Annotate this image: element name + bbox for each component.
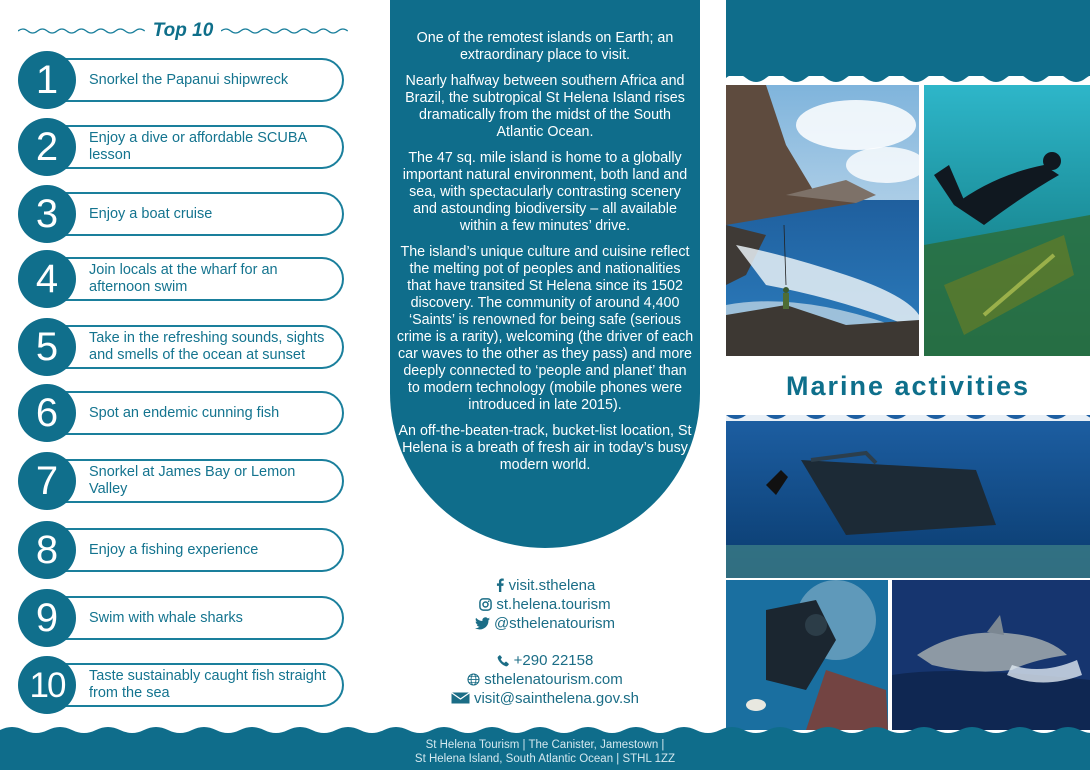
diver-fish-image <box>726 580 888 730</box>
twitter-icon <box>475 617 490 630</box>
top10-item-9 <box>18 589 344 647</box>
top10-item-3 <box>18 185 344 243</box>
footer <box>0 724 1090 770</box>
top10-item-5 <box>18 318 344 376</box>
diver-fish-photo <box>726 580 888 730</box>
item-number: 7 <box>18 452 76 510</box>
shipwreck-image <box>726 415 1090 578</box>
item-text: Enjoy a boat cruise <box>89 205 213 222</box>
about-paragraph-1: One of the remotest islands on Earth; an extraordinary place to visit. <box>416 30 674 63</box>
top10-item-7 <box>18 452 344 510</box>
instagram-icon <box>479 598 492 611</box>
item-number: 1 <box>18 51 76 109</box>
item-text: Taste sustainably caught fish straight from the sea <box>89 668 326 701</box>
phone-link[interactable] <box>390 651 700 669</box>
top10-panel <box>0 0 360 730</box>
top10-item-1 <box>18 51 344 109</box>
about-paragraph-4: The island’s unique culture and cuisine reflect the melting pot of peoples and nationalities that have transited St Helena since its 1502 discovery. The community of around 4,400 ‘Saints’ is renowned for being safe (serious crime is a rarity), welcoming (the driver of each car waves to the other as they pass) and more deeply connected to ‘people and planet’ than to modern technology (mobile phones were introduced in late 2015). <box>396 244 694 413</box>
footer-address <box>390 738 700 766</box>
top10-item-6 <box>18 384 344 442</box>
item-number: 2 <box>18 118 76 176</box>
item-number: 9 <box>18 589 76 647</box>
facebook-handle: visit.sthelena <box>508 576 596 594</box>
dolphin-image <box>892 580 1090 730</box>
item-text: Snorkel at James Bay or Lemon Valley <box>89 464 296 497</box>
item-number: 6 <box>18 384 76 442</box>
footer-address-line-2: St Helena Island, South Atlantic Ocean | STHL 1ZZ <box>414 753 676 765</box>
item-number: 3 <box>18 185 76 243</box>
top10-heading <box>18 18 348 44</box>
coastline-photo <box>726 85 919 356</box>
facebook-icon <box>495 578 505 592</box>
item-number: 4 <box>18 250 76 308</box>
contact-info <box>390 576 700 708</box>
top10-title: Top 10 <box>152 20 214 41</box>
dolphin-photo <box>892 580 1090 730</box>
wave-divider-right <box>221 26 348 36</box>
coastline-image <box>726 85 919 356</box>
diver-wreck-photo <box>924 85 1090 356</box>
item-text: Swim with whale sharks <box>89 609 243 626</box>
email-link[interactable] <box>390 689 700 707</box>
envelope-icon <box>451 692 470 704</box>
wave-divider-left <box>18 26 145 36</box>
footer-address-line-1: St Helena Tourism | The Canister, Jamestown | <box>425 739 665 751</box>
about-paragraph-3: The 47 sq. mile island is home to a globally important natural environment, both land and sea, with spectacularly contrasting scenery and astounding biodiversity – all available within a few minutes’ drive. <box>402 150 688 234</box>
marine-title: Marine activities <box>785 370 1031 401</box>
item-text: Spot an endemic cunning fish <box>89 404 280 421</box>
marine-panel <box>726 0 1090 730</box>
item-text: Join locals at the wharf for an afternoon swim <box>89 262 278 295</box>
top10-item-8 <box>18 521 344 579</box>
instagram-link[interactable] <box>390 595 700 613</box>
about-paragraph-2: Nearly halfway between southern Africa and Brazil, the subtropical St Helena Island rises dramatically from the midst of the South Atlantic Ocean. <box>405 73 685 140</box>
shipwreck-photo <box>726 415 1090 578</box>
item-text: Enjoy a dive or affordable SCUBA lesson <box>89 130 307 163</box>
twitter-handle: @sthelenatourism <box>493 614 616 632</box>
instagram-handle: st.helena.tourism <box>496 595 611 613</box>
marine-header-band <box>726 0 1090 76</box>
twitter-link[interactable] <box>390 614 700 632</box>
facebook-link[interactable] <box>390 576 700 594</box>
item-number: 10 <box>18 656 76 714</box>
about-paragraph-5: An off-the-beaten-track, bucket-list location, St Helena is a breath of fresh air in today’s busy modern world. <box>398 423 692 473</box>
item-number: 5 <box>18 318 76 376</box>
item-text: Take in the refreshing sounds, sights and smells of the ocean at sunset <box>89 330 325 363</box>
about-panel <box>390 0 700 730</box>
globe-icon <box>467 673 480 686</box>
item-text: Snorkel the Papanui shipwreck <box>89 71 289 88</box>
top10-item-10 <box>18 656 344 714</box>
website-link[interactable] <box>390 670 700 688</box>
diver-wreck-image <box>924 85 1090 356</box>
email-address: visit@sainthelena.gov.sh <box>473 689 640 707</box>
top10-item-4 <box>18 250 344 308</box>
phone-number: +290 22158 <box>513 651 594 669</box>
about-text <box>396 30 694 483</box>
top10-item-2 <box>18 118 344 176</box>
item-number: 8 <box>18 521 76 579</box>
phone-icon <box>497 654 510 667</box>
website-url: sthelenatourism.com <box>484 670 623 688</box>
wave-border-top <box>726 70 1090 86</box>
item-text: Enjoy a fishing experience <box>89 541 259 558</box>
